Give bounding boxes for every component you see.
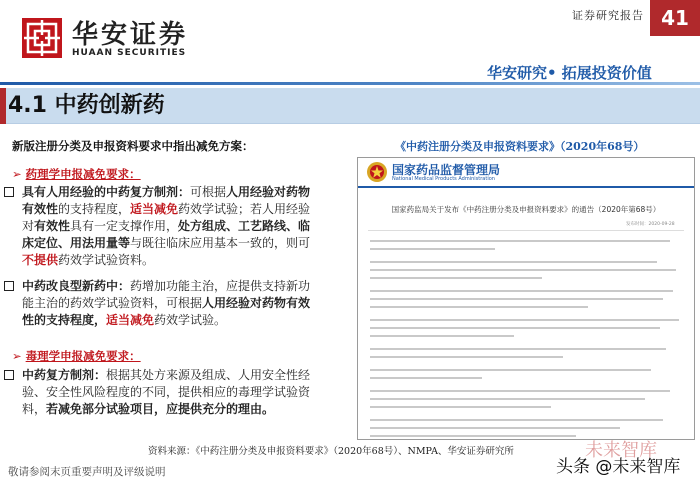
agency-name-en: National Medical Products Administration bbox=[392, 176, 495, 182]
document-caption: 《中药注册分类及申报资料要求》（2020年68号） bbox=[395, 140, 645, 153]
header-divider bbox=[0, 82, 700, 85]
agency-name-cn: 国家药品监督管理局 bbox=[392, 163, 501, 177]
agency-banner bbox=[358, 158, 694, 188]
toxicology-item-1: 中药复方制剂：根据其处方来源及组成、人用安全性经验、安全性风险程度的不同，提供相应的毒理学试验资料，若减免部分试验项目，应提供充分的理由。 bbox=[22, 367, 322, 418]
intro-text: 新版注册分类及申报资料要求中指出减免方案： bbox=[12, 139, 254, 153]
notice-date: 发布时间：2020-09-28 bbox=[626, 222, 675, 227]
square-bullet-icon bbox=[4, 187, 14, 197]
disclaimer: 敬请参阅末页重要声明及评级说明 bbox=[8, 466, 166, 478]
section-title: 4.1 中药创新药 bbox=[8, 93, 165, 118]
title-accent bbox=[0, 88, 6, 124]
page-number-badge: 41 bbox=[650, 0, 700, 36]
watermark-cloud: 未来智库 bbox=[585, 440, 657, 461]
notice-divider bbox=[368, 230, 684, 231]
report-type-label: 证券研究报告 bbox=[572, 9, 644, 22]
pharmacology-item-2: 中药改良型新药中：药增加功能主治，应提供支持新功能主治的药效学试验资料，可根据人用经验对药物有效性的支持程度，适当减免药效学试验。 bbox=[22, 278, 322, 329]
brand-name-cn: 华安证券 bbox=[72, 20, 189, 50]
national-emblem-icon bbox=[366, 161, 388, 183]
pharmacology-item-1: 具有人用经验的中药复方制剂：可根据人用经验对药物有效性的支持程度，适当减免药效学试验；若人用经验对有效性具有一定支撑作用，处方组成、工艺路线、临床定位、用法用量等与既往临床应用基本一致的，则可不提供药效学试验资料。 bbox=[22, 184, 322, 269]
square-bullet-icon bbox=[4, 281, 14, 291]
watermark: 头条 @未来智库 bbox=[556, 457, 681, 477]
pharmacology-heading: ➢ 药理学申报减免要求： bbox=[12, 167, 141, 181]
source-note: 资料来源：《中药注册分类及申报资料要求》（2020年68号）、NMPA、华安证券研究所 bbox=[148, 446, 514, 457]
brand-name-en: HUAAN SECURITIES bbox=[72, 48, 187, 58]
brand-logo-icon bbox=[22, 18, 62, 58]
arrow-right-icon: ➢ bbox=[12, 349, 22, 363]
section-title-bar bbox=[0, 88, 700, 124]
document-image bbox=[357, 157, 695, 440]
slogan: 华安研究• 拓展投资价值 bbox=[487, 64, 652, 82]
toxicology-heading: ➢ 毒理学申报减免要求： bbox=[12, 349, 141, 363]
arrow-right-icon: ➢ bbox=[12, 167, 22, 181]
notice-body bbox=[370, 240, 682, 440]
notice-title: 国家药监局关于发布《中药注册分类及申报资料要求》的通告（2020年第68号） bbox=[391, 205, 661, 214]
square-bullet-icon bbox=[4, 370, 14, 380]
